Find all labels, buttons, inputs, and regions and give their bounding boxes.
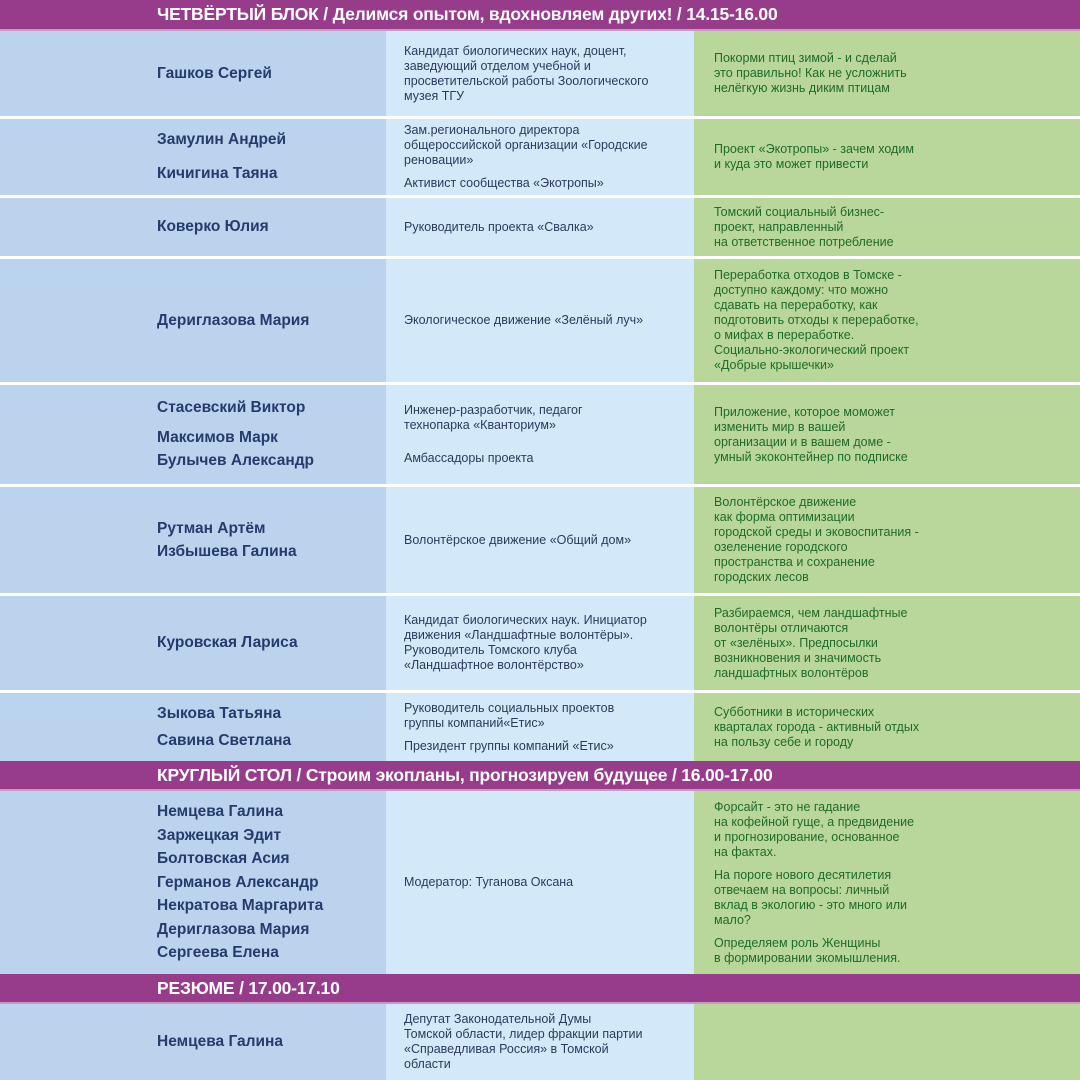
topic-line: городской среды и эковоспитания -: [714, 525, 919, 539]
role-line: реновации»: [404, 153, 474, 167]
role-line: Инженер-разработчик, педагог: [404, 403, 583, 417]
topic-line: Проект «Экотропы» - зачем ходим: [714, 142, 914, 156]
speaker-name: Германов Александр: [157, 873, 319, 891]
role-cell: [386, 119, 694, 195]
topic-line: Томский социальный бизнес-: [714, 204, 885, 219]
topic-line: Социально-экологический проект: [714, 343, 910, 357]
topic-line: ландшафтных волонтёров: [714, 665, 869, 680]
topic-line: Волонтёрское движение: [714, 495, 857, 509]
role-cell: [386, 259, 694, 382]
names-cell: [0, 119, 386, 195]
role-cell: [386, 1004, 694, 1080]
topic-cell: [694, 1004, 1080, 1080]
role-line: заведующий отделом учебной и: [404, 58, 591, 73]
table-row: [0, 119, 1080, 198]
topic-line: мало?: [714, 912, 751, 927]
role-line: Кандидат биологических наук, доцент,: [404, 43, 627, 58]
topic-line: вклад в экологию - это много или: [714, 897, 907, 912]
names-cell: [0, 31, 386, 116]
topic-cell: [694, 693, 1080, 761]
table-row: [0, 385, 1080, 487]
topic-line: Разбираемся, чем ландшафтные: [714, 605, 908, 620]
topic-line: и куда это может привести: [714, 157, 869, 171]
names-cell: [0, 596, 386, 690]
topic-line: отвечаем на вопросы: личный: [714, 882, 890, 897]
topic-cell: [694, 791, 1080, 974]
topic-line: волонтёры отличаются: [714, 620, 849, 635]
topic-line: Переработка отходов в Томске -: [714, 268, 902, 282]
names-cell: [0, 198, 386, 256]
topic-line: организации и в вашем доме -: [714, 434, 891, 449]
role-line: музея ТГУ: [404, 88, 465, 103]
section-title: КРУГЛЫЙ СТОЛ / Строим экопланы, прогнозируем будущее / 16.00-17.00: [157, 764, 773, 785]
topic-line: Покорми птиц зимой - и сделай: [714, 51, 897, 65]
topic-line: на кофейной гуще, а предвидение: [714, 814, 915, 829]
speaker-name: Коверко Юлия: [157, 218, 269, 235]
role-line: группы компаний«Етис»: [404, 715, 545, 730]
topic-line: озеленение городского: [714, 540, 848, 554]
role-cell: [386, 198, 694, 256]
section-header-fourth-block: [0, 0, 1080, 31]
names-cell: [0, 385, 386, 484]
speaker-name: Рутман Артём: [157, 519, 266, 537]
topic-line: в формировании экомышления.: [714, 950, 901, 965]
topic-line: на пользу себе и городу: [714, 734, 854, 749]
speaker-name: Болтовская Асия: [157, 850, 290, 868]
names-cell: [0, 259, 386, 382]
role-line: Руководитель проекта «Свалка»: [404, 219, 594, 234]
table-row: [0, 1004, 1080, 1080]
topic-line: от «зелёных». Предпосылки: [714, 635, 878, 650]
speaker-name: Гашков Сергей: [157, 64, 272, 82]
role-line: Экологическое движение «Зелёный луч»: [404, 313, 644, 327]
role-line: Амбассадоры проекта: [404, 451, 534, 465]
topic-line: и прогнозирование, основанное: [714, 829, 900, 844]
topic-cell: [694, 385, 1080, 484]
speaker-name: Немцева Галина: [157, 803, 284, 821]
names-cell: [0, 1004, 386, 1080]
role-cell: [386, 791, 694, 974]
speaker-name: Куровская Лариса: [157, 634, 298, 651]
speaker-name: Сергеева Елена: [157, 944, 279, 962]
topic-line: изменить мир в вашей: [714, 419, 846, 434]
topic-cell: [694, 596, 1080, 690]
speaker-name: Дериглазова Мария: [157, 920, 310, 938]
topic-line: доступно каждому: что можно: [714, 283, 889, 297]
role-line: просветительской работы Зоологического: [404, 73, 649, 88]
role-cell: [386, 693, 694, 761]
role-line: технопарка «Кванториум»: [404, 418, 556, 432]
topic-line: кварталах города - активный отдых: [714, 719, 920, 734]
role-line: Руководитель Томского клуба: [404, 643, 577, 657]
speaker-name: Замулин Андрей: [157, 131, 287, 148]
topic-line: «Добрые крышечки»: [714, 358, 834, 372]
speaker-name: Заржецкая Эдит: [157, 826, 282, 844]
speaker-name: Избышева Галина: [157, 542, 297, 560]
topic-line: нелёгкую жизнь диким птицам: [714, 81, 890, 95]
role-line: Томской области, лидер фракции партии: [404, 1027, 643, 1041]
role-cell: [386, 596, 694, 690]
role-line: «Ландшафтное волонтёрство»: [404, 658, 584, 672]
speaker-name: Булычев Александр: [157, 452, 314, 469]
speaker-name: Немцева Галина: [157, 1033, 284, 1050]
topic-line: Приложение, которое моможет: [714, 404, 895, 419]
role-cell: [386, 385, 694, 484]
topic-line: это правильно! Как не усложнить: [714, 66, 907, 80]
topic-line: На пороге нового десятилетия: [714, 867, 892, 882]
topic-line: Субботники в исторических: [714, 704, 875, 719]
role-line: «Справедливая Россия» в Томской: [404, 1042, 609, 1056]
role-line: Руководитель социальных проектов: [404, 700, 615, 715]
table-row: [0, 198, 1080, 259]
table-row: [0, 693, 1080, 761]
topic-cell: [694, 119, 1080, 195]
role-line: движения «Ландшафтные волонтёры».: [404, 628, 634, 642]
topic-line: подготовить отходы к переработке,: [714, 313, 919, 327]
speaker-name: Стасевский Виктор: [157, 399, 306, 416]
section-title: РЕЗЮМЕ / 17.00-17.10: [157, 977, 340, 998]
topic-line: на ответственное потребление: [714, 234, 894, 249]
topic-cell: [694, 31, 1080, 116]
topic-cell: [694, 259, 1080, 382]
table-row: [0, 487, 1080, 596]
table-row: [0, 791, 1080, 974]
role-line: общероссийской организации «Городские: [404, 138, 648, 152]
speaker-name: Савина Светлана: [157, 731, 292, 749]
topic-line: умный экоконтейнер по подписке: [714, 449, 908, 464]
names-cell: [0, 791, 386, 974]
table-row: [0, 596, 1080, 693]
section-header-summary: [0, 974, 1080, 1004]
role-cell: [386, 31, 694, 116]
topic-line: как форма оптимизации: [714, 510, 855, 524]
role-line: Президент группы компаний «Етис»: [404, 738, 614, 753]
topic-line: на фактах.: [714, 844, 777, 859]
topic-line: о мифах в переработке.: [714, 328, 855, 342]
role-cell: [386, 487, 694, 593]
topic-line: возникновения и значимость: [714, 650, 882, 665]
role-line: Волонтёрское движение «Общий дом»: [404, 532, 632, 547]
topic-line: Форсайт - это не гадание: [714, 799, 861, 814]
topic-line: сдавать на переработку, как: [714, 298, 878, 312]
topic-line: пространства и сохранение: [714, 555, 875, 569]
section-header-round-table: [0, 761, 1080, 791]
role-line: Активист сообщества «Экотропы»: [404, 176, 604, 190]
topic-line: городских лесов: [714, 570, 809, 584]
names-cell: [0, 693, 386, 761]
topic-cell: [694, 487, 1080, 593]
table-row: [0, 31, 1080, 119]
table-row: [0, 259, 1080, 385]
speaker-name: Максимов Марк: [157, 429, 278, 446]
moderator-line: Модератор: Туганова Оксана: [404, 875, 574, 889]
topic-line: проект, направленный: [714, 219, 844, 234]
role-line: области: [404, 1057, 451, 1071]
role-line: Зам.регионального директора: [404, 123, 580, 137]
section-title: ЧЕТВЁРТЫЙ БЛОК / Делимся опытом, вдохновляем других! / 14.15-16.00: [157, 4, 778, 24]
speaker-name: Зыкова Татьяна: [157, 704, 282, 722]
names-cell: [0, 487, 386, 593]
role-line: Кандидат биологических наук. Инициатор: [404, 613, 647, 627]
speaker-name: Дериглазова Мария: [157, 311, 310, 329]
speaker-name: Кичигина Таяна: [157, 165, 278, 182]
role-line: Депутат Законодательной Думы: [404, 1012, 592, 1026]
topic-cell: [694, 198, 1080, 256]
topic-line: Определяем роль Женщины: [714, 935, 881, 950]
speaker-name: Некратова Маргарита: [157, 897, 324, 915]
